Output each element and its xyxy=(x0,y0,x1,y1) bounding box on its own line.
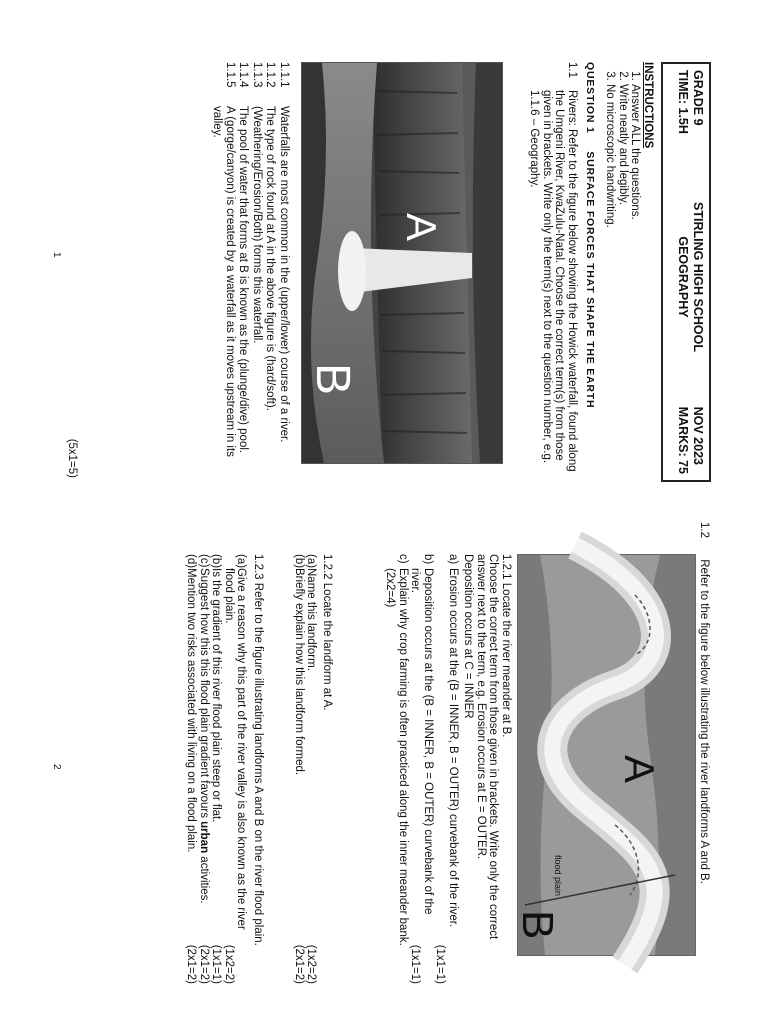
item-text: The type of rock found at A in the above figure is (hard/soft). xyxy=(264,106,277,411)
school-name: STIRLING HIGH SCHOOL xyxy=(691,202,705,352)
item-text: Waterfalls are most common in the (upper/lower) course of a river. xyxy=(278,106,290,443)
instruction-item: 2. Write neatly and legibly. xyxy=(617,84,630,228)
header-left xyxy=(675,70,705,134)
part-text-start: Suggest how this this flood plain gradient favours xyxy=(198,568,210,822)
question-part xyxy=(305,554,318,984)
marks-allocation: (2x1=2) xyxy=(185,944,198,984)
question-part xyxy=(447,554,460,984)
label-a: A xyxy=(616,755,663,784)
page-number: 2 xyxy=(51,764,62,770)
list-item xyxy=(237,62,250,482)
question-part xyxy=(185,554,198,984)
part-text: Briefly explain how this landform formed. xyxy=(293,568,305,776)
list-item xyxy=(251,62,264,482)
time-label: TIME: 1.5H xyxy=(676,70,690,134)
marks-allocation: (2x1=2) xyxy=(198,944,210,984)
item-number: 1.1.1 xyxy=(278,62,290,88)
header-right xyxy=(675,407,705,474)
instruction-item: 3. No microscopic handwriting. xyxy=(604,84,617,228)
part-text: river. xyxy=(409,568,422,593)
part-letter: (b) xyxy=(210,554,223,569)
question-part xyxy=(235,554,248,984)
sub-question-heading: 1.2.3 Refer to the figure illustrating landforms A and B on the river flood plain. xyxy=(252,554,264,946)
header-center xyxy=(675,202,705,352)
label-b: B xyxy=(306,363,359,396)
question-label: QUESTION 1 xyxy=(584,62,596,134)
total-marks: MARKS: 75 xyxy=(676,406,690,474)
question-part xyxy=(293,554,306,984)
instruction-line: answer next to the term, e.g. Erosion occurs at E = OUTER. xyxy=(475,554,487,860)
question-part xyxy=(210,554,223,984)
item-text: A (gorge/canyon) is created by a waterfall as it moves upstream in its valley. xyxy=(211,106,236,457)
part-text: Give a reason why this part of the river valley is also known as the river xyxy=(235,568,248,930)
marks-allocation: (2x2=4) xyxy=(384,568,397,608)
question-1-1 xyxy=(528,62,578,482)
item-number: 1.1.3 xyxy=(251,62,263,88)
marks-allocation: (5x1=5) xyxy=(66,438,78,478)
exam-date: NOV 2023 xyxy=(691,406,705,465)
label-a: A xyxy=(398,213,445,242)
question-1-2-1 xyxy=(384,554,512,984)
page-two xyxy=(0,512,768,1024)
instructions xyxy=(604,62,654,228)
instructions-list xyxy=(604,62,642,228)
exam-header xyxy=(661,62,711,482)
instructions-title: INSTRUCTIONS xyxy=(642,62,654,149)
part-letter: a) xyxy=(447,554,459,565)
part-letter: c) xyxy=(397,554,409,564)
question-part-continued xyxy=(223,554,236,984)
question-part xyxy=(397,554,410,984)
item-text: The pool of water that forms at B is known as the (plunge/dive) pool. xyxy=(237,106,250,454)
question-1-2-3 xyxy=(185,554,264,984)
part-letter: (d) xyxy=(185,554,198,569)
part-text: Deposition occurs at the (B = INNER, B = OUTER) curvebank of the xyxy=(422,568,434,915)
item-text: (Weathering/Erosion/Both) forms this waterfall. xyxy=(251,106,263,344)
meander-figure xyxy=(513,554,696,956)
marks-allocation: (1x1=1) xyxy=(434,944,447,984)
part-text-end: activities. xyxy=(198,853,210,904)
question-heading xyxy=(584,62,596,422)
list-item xyxy=(264,62,277,482)
list-item xyxy=(211,62,236,482)
instruction-line: Choose the correct term from those given in brackets. Write only the correct xyxy=(487,554,500,940)
page-number: 1 xyxy=(51,252,62,258)
sub-question-heading: 1.2.2 Locate the landform at A. xyxy=(321,554,333,711)
part-letter: (a) xyxy=(305,554,318,569)
meander-illustration xyxy=(513,555,695,955)
instruction-line: Deposition occurs at C = INNER xyxy=(462,554,475,719)
question-1-2-heading xyxy=(698,522,710,884)
marks-allocation: (1x1=1) xyxy=(210,944,223,984)
marks-allocation: (1x2=2) xyxy=(305,944,318,984)
part-text: Erosion occurs at the (B = INNER, B = OUTER) curvebank of the river. xyxy=(447,568,459,928)
question-1-2-2 xyxy=(293,554,334,984)
part-text: flood plain. xyxy=(223,568,235,624)
marks-allocation: (2x1=2) xyxy=(293,944,305,984)
part-letter: b) xyxy=(422,554,434,565)
flood-plain-label: flood plain xyxy=(553,855,563,897)
instruction-item: 1. Answer ALL the questions. xyxy=(629,84,642,228)
question-1-1-items xyxy=(210,62,290,482)
question-number: 1.2 xyxy=(698,522,710,538)
question-title: SURFACE FORCES THAT SHAPE THE EARTH xyxy=(584,151,596,409)
waterfall-photo xyxy=(301,62,503,464)
item-number: 1.1.2 xyxy=(264,62,277,88)
question-text: Refer to the figure below illustrating the river landforms A and B. xyxy=(698,559,710,884)
part-text: Name this landform. xyxy=(305,568,318,671)
item-number: 1.1.5 xyxy=(224,62,236,88)
list-item xyxy=(278,62,291,482)
label-b: B xyxy=(513,910,562,940)
question-text: Rivers: Refer to the figure below showing the Howick waterfall, found along the Umgeni River, KwaZulu-Natal. Choose the correct term(s) from those given in brackets. Write only the term(s) next to the question number, e.g. 1.1.6 – Geography. xyxy=(528,90,578,472)
part-letter: (a) xyxy=(235,554,248,569)
question-number: 1.1 xyxy=(566,62,578,78)
part-text: Is the gradient of this river flood plain steep or flat. xyxy=(210,568,223,823)
subject-name: GEOGRAPHY xyxy=(676,236,690,318)
item-number: 1.1.4 xyxy=(237,62,250,88)
part-text: Mention two risks associated with living on a flood plain. xyxy=(185,568,198,853)
marks-allocation: (1x1=1) xyxy=(409,944,422,984)
marks-allocation: (1x2=2) xyxy=(223,944,235,984)
grade-label: GRADE 9 xyxy=(691,70,705,126)
waterfall-illustration xyxy=(302,63,502,463)
question-part-continued xyxy=(409,554,422,984)
part-text: Explain why crop farming is often practiced along the inner meander bank. xyxy=(397,568,409,946)
part-letter: (b) xyxy=(293,554,305,569)
sub-question-heading: 1.2.1 Locate the river meander at B. xyxy=(500,554,512,738)
part-letter: (c) xyxy=(198,554,210,568)
question-part xyxy=(198,554,211,984)
question-part xyxy=(422,554,435,984)
emphasis-word: urban xyxy=(198,821,210,854)
